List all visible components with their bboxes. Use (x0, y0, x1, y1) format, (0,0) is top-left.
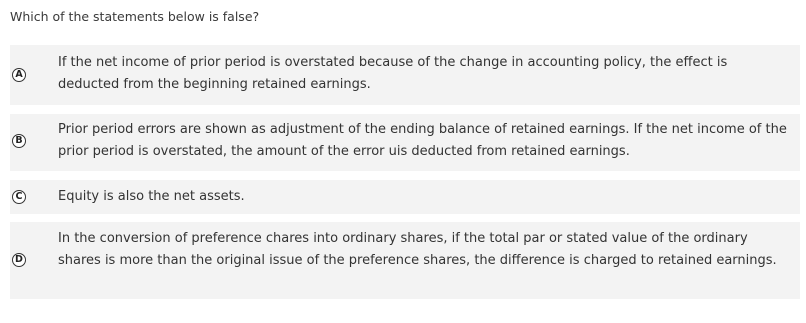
question-text: Which of the statements below is false? (10, 9, 260, 24)
option-a-letter-badge: A (12, 68, 26, 82)
option-d[interactable] (10, 222, 800, 299)
option-d-text: In the conversion of preference chares into ordinary shares, if the total par or stated value of the ordinary shares is more than the original issue of the preference shares, the difference is charged to retained earnings. (58, 231, 777, 268)
option-c[interactable] (10, 180, 800, 214)
option-b-letter-badge: B (12, 134, 26, 148)
option-a[interactable] (10, 45, 800, 105)
option-b[interactable] (10, 114, 800, 171)
option-d-letter-badge: D (12, 253, 26, 267)
answer-options (10, 45, 800, 299)
option-c-letter-badge: C (12, 190, 26, 204)
option-a-text: If the net income of prior period is overstated because of the change in accounting policy, the effect is deducted from the beginning retained earnings. (58, 55, 728, 92)
option-b-text: Prior period errors are shown as adjustment of the ending balance of retained earnings. If the net income of the prior period is overstated, the amount of the error uis deducted from retained earnings. (58, 122, 787, 159)
option-c-text: Equity is also the net assets. (58, 189, 245, 204)
